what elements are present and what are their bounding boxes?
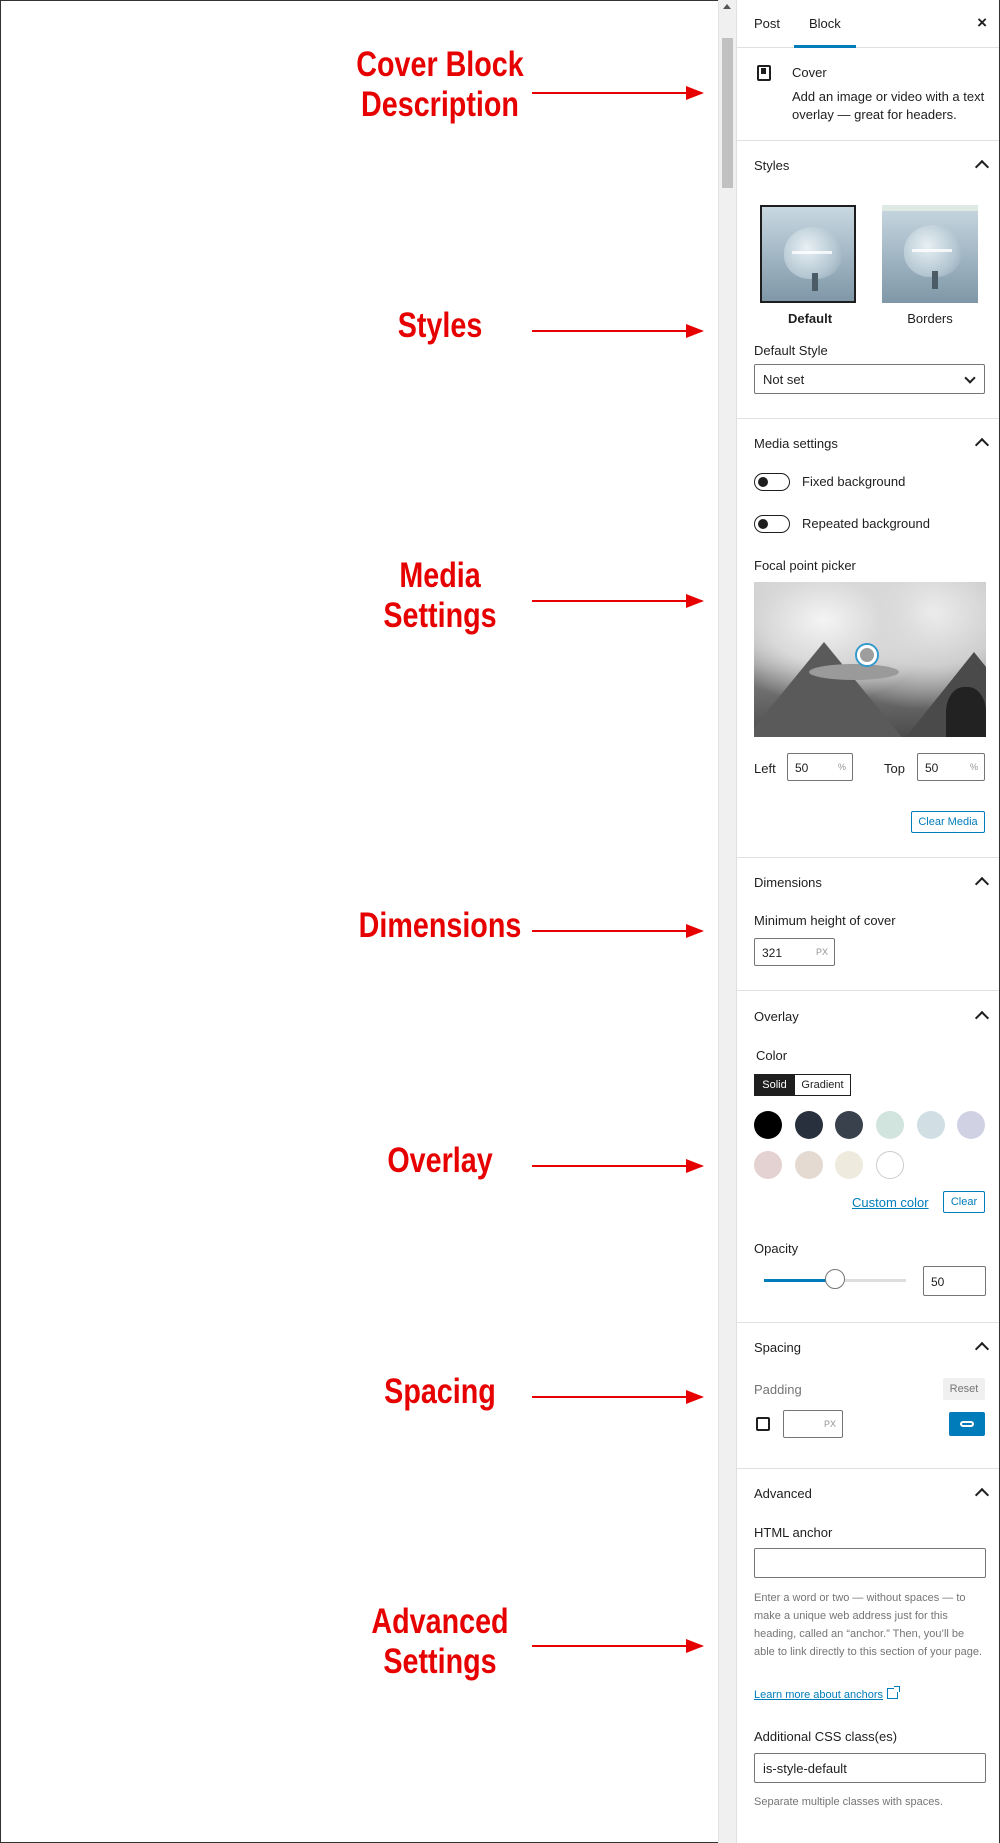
style-option-default[interactable]	[760, 205, 856, 303]
divider	[737, 1322, 999, 1323]
chevron-up-icon[interactable]	[975, 877, 989, 891]
percent-unit: %	[837, 762, 846, 772]
color-swatch-gray[interactable]	[835, 1111, 863, 1139]
external-link-icon	[887, 1688, 898, 1699]
css-classes-value: is-style-default	[763, 1761, 847, 1776]
annotation-arrow	[532, 930, 702, 932]
color-swatch-purple[interactable]	[957, 1111, 985, 1139]
chevron-up-icon[interactable]	[975, 438, 989, 452]
focal-top-input[interactable]	[917, 753, 985, 781]
padding-input[interactable]	[783, 1410, 843, 1438]
default-style-label: Default Style	[754, 343, 828, 358]
css-classes-input[interactable]	[754, 1753, 986, 1783]
padding-box-icon	[756, 1417, 770, 1431]
opacity-value: 50	[931, 1275, 945, 1289]
media-panel-heading[interactable]: Media settings	[754, 436, 838, 451]
focal-point-picker[interactable]	[754, 582, 986, 737]
color-swatch-white[interactable]	[876, 1151, 904, 1179]
block-description: Add an image or video with a text overlay — great for headers.	[792, 89, 985, 122]
annotation-dimensions: Dimensions	[358, 906, 522, 945]
annotation-arrow	[532, 1396, 702, 1398]
repeated-background-toggle[interactable]	[754, 515, 790, 533]
tab-post[interactable]: Post	[754, 16, 781, 31]
annotation-arrow	[532, 1645, 702, 1647]
focal-point-label: Focal point picker	[754, 558, 856, 573]
learn-more-anchors-link[interactable]	[754, 1686, 898, 1704]
css-classes-help: Separate multiple classes with spaces.	[754, 1796, 943, 1808]
html-anchor-help: Enter a word or two — without spaces — to make a unique web address just for this heading, called an “anchor.” Then, you’ll be able to link directly to this section of your page.	[754, 1592, 983, 1658]
opacity-input[interactable]	[923, 1266, 986, 1296]
default-style-select[interactable]	[754, 364, 985, 394]
px-unit: PX	[815, 947, 828, 957]
scrollbar[interactable]	[718, 0, 736, 1843]
color-swatch-blue[interactable]	[917, 1111, 945, 1139]
padding-label: Padding	[754, 1382, 802, 1397]
padding-reset-button[interactable]: Reset	[943, 1378, 985, 1400]
chevron-down-icon	[964, 372, 975, 383]
opacity-label: Opacity	[754, 1241, 799, 1256]
scroll-up-arrow-icon[interactable]	[723, 4, 731, 9]
close-icon[interactable]: ×	[977, 13, 987, 32]
annotation-advanced-settings: Advanced Settings	[371, 1602, 509, 1681]
sidebar-tabs	[737, 0, 999, 48]
lake-shape	[809, 664, 899, 680]
focal-top-value: 50	[925, 761, 939, 775]
divider	[737, 990, 999, 991]
styles-panel-heading[interactable]: Styles	[754, 158, 790, 173]
divider	[737, 1468, 999, 1469]
thumb-caption	[792, 251, 832, 254]
fixed-background-label: Fixed background	[802, 474, 906, 489]
min-height-label: Minimum height of cover	[754, 913, 896, 928]
advanced-panel-heading[interactable]: Advanced	[754, 1486, 812, 1501]
color-swatch-black[interactable]	[754, 1111, 782, 1139]
chevron-up-icon[interactable]	[975, 1011, 989, 1025]
color-swatch-orange[interactable]	[795, 1151, 823, 1179]
px-unit: PX	[823, 1419, 836, 1429]
tree-trunk	[812, 273, 818, 291]
focal-top-label: Top	[884, 761, 905, 776]
fixed-background-toggle[interactable]	[754, 473, 790, 491]
color-swatch-dark-gray[interactable]	[795, 1111, 823, 1139]
link-sides-icon[interactable]	[949, 1412, 985, 1436]
tab-block[interactable]: Block	[809, 0, 841, 47]
color-swatch-green[interactable]	[876, 1111, 904, 1139]
annotation-cover-description: Cover Block Description	[356, 45, 524, 124]
html-anchor-label: HTML anchor	[754, 1525, 833, 1540]
annotation-styles: Styles	[397, 306, 483, 345]
annotation-arrow	[532, 1165, 702, 1167]
overlay-color-label: Color	[756, 1048, 788, 1063]
min-height-input[interactable]	[754, 938, 835, 966]
style-option-default-label: Default	[787, 311, 833, 326]
annotation-arrow	[532, 92, 702, 94]
focal-left-label: Left	[754, 761, 776, 776]
custom-color-link[interactable]: Custom color	[852, 1195, 929, 1210]
focal-left-input[interactable]	[787, 753, 853, 781]
divider	[737, 857, 999, 858]
thumb-caption	[912, 249, 952, 252]
clear-media-button[interactable]: Clear Media	[911, 811, 985, 833]
percent-unit: %	[969, 762, 978, 772]
style-option-borders-label: Borders	[907, 311, 953, 326]
overlay-gradient-tab[interactable]: Gradient	[794, 1074, 851, 1096]
annotation-spacing: Spacing	[384, 1372, 496, 1411]
html-anchor-input[interactable]	[754, 1548, 986, 1578]
repeated-background-label: Repeated background	[802, 516, 930, 531]
min-height-value: 321	[762, 946, 783, 960]
focal-point-handle[interactable]	[857, 645, 877, 665]
annotation-arrow	[532, 600, 702, 602]
divider	[737, 418, 999, 419]
block-title: Cover	[792, 65, 827, 80]
chevron-up-icon[interactable]	[975, 1488, 989, 1502]
annotation-media-settings: Media Settings	[383, 556, 497, 635]
focal-left-value: 50	[795, 761, 809, 775]
overlay-solid-tab[interactable]: Solid	[754, 1074, 795, 1096]
scrollbar-thumb[interactable]	[722, 38, 733, 188]
chevron-up-icon[interactable]	[975, 160, 989, 174]
spacing-panel-heading[interactable]: Spacing	[754, 1340, 801, 1355]
color-swatch-red[interactable]	[754, 1151, 782, 1179]
opacity-slider-handle[interactable]	[825, 1269, 845, 1289]
thumb-border	[882, 205, 978, 211]
dimensions-panel-heading[interactable]: Dimensions	[754, 875, 822, 890]
annotation-overlay: Overlay	[387, 1141, 493, 1180]
chevron-up-icon[interactable]	[975, 1342, 989, 1356]
tree-trunk	[932, 271, 938, 289]
color-swatch-yellow[interactable]	[835, 1151, 863, 1179]
person-silhouette	[946, 687, 986, 737]
css-classes-label: Additional CSS class(es)	[754, 1729, 898, 1744]
block-settings-sidebar	[736, 0, 999, 1843]
overlay-panel-heading[interactable]: Overlay	[754, 1009, 799, 1024]
cover-block-icon	[757, 65, 771, 81]
annotation-arrow	[532, 330, 702, 332]
clear-color-button[interactable]: Clear	[943, 1191, 985, 1213]
style-option-borders[interactable]	[882, 205, 978, 303]
default-style-value: Not set	[763, 372, 805, 387]
learn-more-anchors-text[interactable]: Learn more about anchors	[754, 1689, 884, 1701]
mountain-shape	[754, 642, 914, 737]
